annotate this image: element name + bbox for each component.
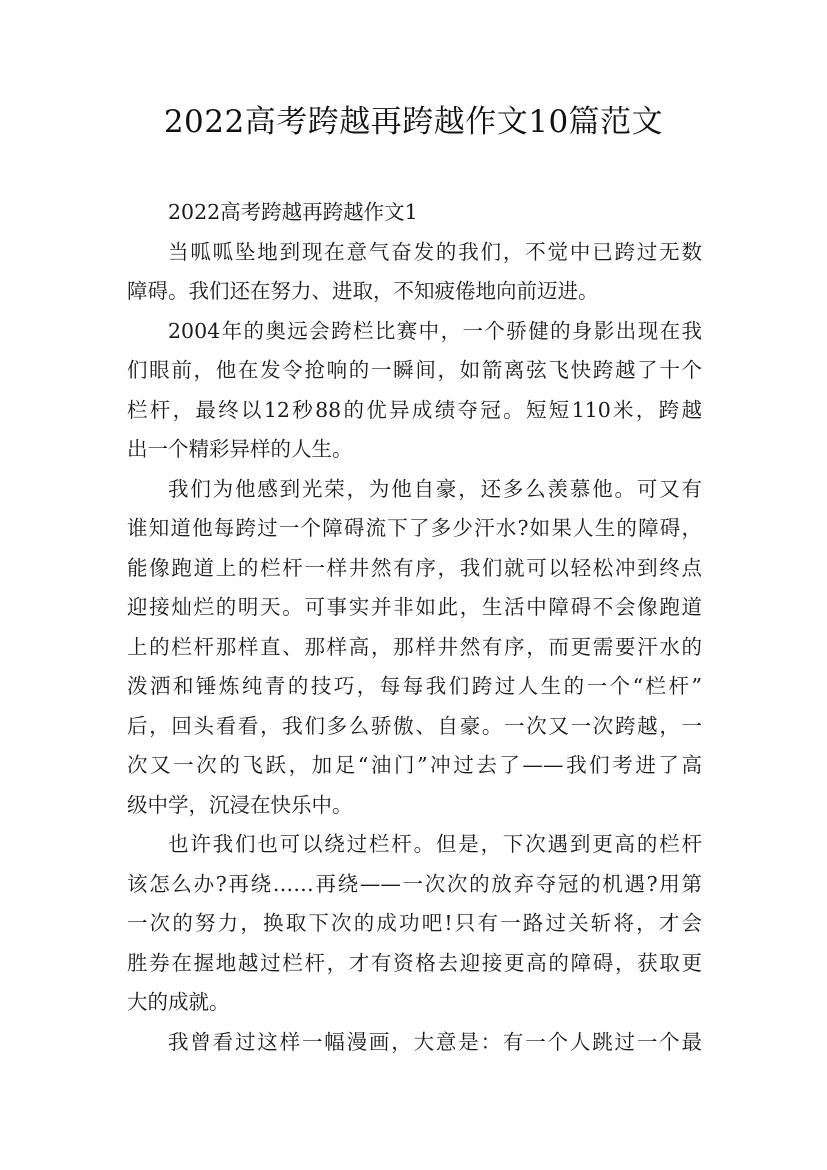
paragraph-line: 也许我们也可以绕过栏杆。但是，下次遇到更高的栏杆 xyxy=(168,832,702,856)
paragraph-line: 我曾看过这样一幅漫画，大意是：有一个人跳过一个最 xyxy=(168,1029,702,1054)
paragraph-line: 后，回头看看，我们多么骄傲、自豪。一次又一次跨越，一 xyxy=(127,713,702,738)
paragraph-line: 胜券在握地越过栏杆，才有资格去迎接更高的障碍，获取更 xyxy=(127,950,702,975)
paragraph-line: 栏杆，最终以12秒88的优异成绩夺冠。短短110米，跨越 xyxy=(127,397,702,422)
paragraph-line: 当呱呱坠地到现在意气奋发的我们，不觉中已跨过无数 xyxy=(168,239,702,264)
paragraph-line: 大的成就。 xyxy=(127,990,230,1014)
document-body xyxy=(127,193,702,1062)
paragraph-line: 该怎么办?再绕……再绕——一次次的放弃夺冠的机遇?用第 xyxy=(127,871,702,896)
paragraph-line: 次又一次的飞跃，加足“油门”冲过去了——我们考进了高 xyxy=(127,753,702,777)
paragraph-line: 我们为他感到光荣，为他自豪，还多么羡慕他。可又有 xyxy=(168,476,702,501)
paragraph-line: 们眼前，他在发令抢响的一瞬间，如箭离弦飞快跨越了十个 xyxy=(127,358,702,382)
paragraph-line: 能像跑道上的栏杆一样井然有序，我们就可以轻松冲到终点 xyxy=(127,555,702,580)
paragraph-line: 一次的努力，换取下次的成功吧!只有一路过关斩将，才会 xyxy=(127,911,702,935)
paragraph-line: 障碍。我们还在努力、进取，不知疲倦地向前迈进。 xyxy=(127,279,599,303)
paragraph-line: 谁知道他每跨过一个障碍流下了多少汗水?如果人生的障碍， xyxy=(127,516,702,540)
paragraph-line: 上的栏杆那样直、那样高，那样井然有序，而更需要汗水的 xyxy=(127,634,702,659)
paragraph-line: 2004年的奥远会跨栏比赛中，一个骄健的身影出现在我 xyxy=(168,318,702,343)
paragraph-line: 迎接灿烂的明天。可事实并非如此，生活中障碍不会像跑道 xyxy=(127,595,702,619)
paragraph-line: 泼洒和锤炼纯青的技巧，每每我们跨过人生的一个“栏杆” xyxy=(127,674,702,698)
section-heading: 2022高考跨越再跨越作文1 xyxy=(168,200,418,224)
paragraph-line: 级中学，沉浸在快乐中。 xyxy=(127,792,353,817)
paragraph-line: 出一个精彩异样的人生。 xyxy=(127,437,353,461)
document-title: 2022高考跨越再跨越作文10篇范文 xyxy=(163,104,664,140)
